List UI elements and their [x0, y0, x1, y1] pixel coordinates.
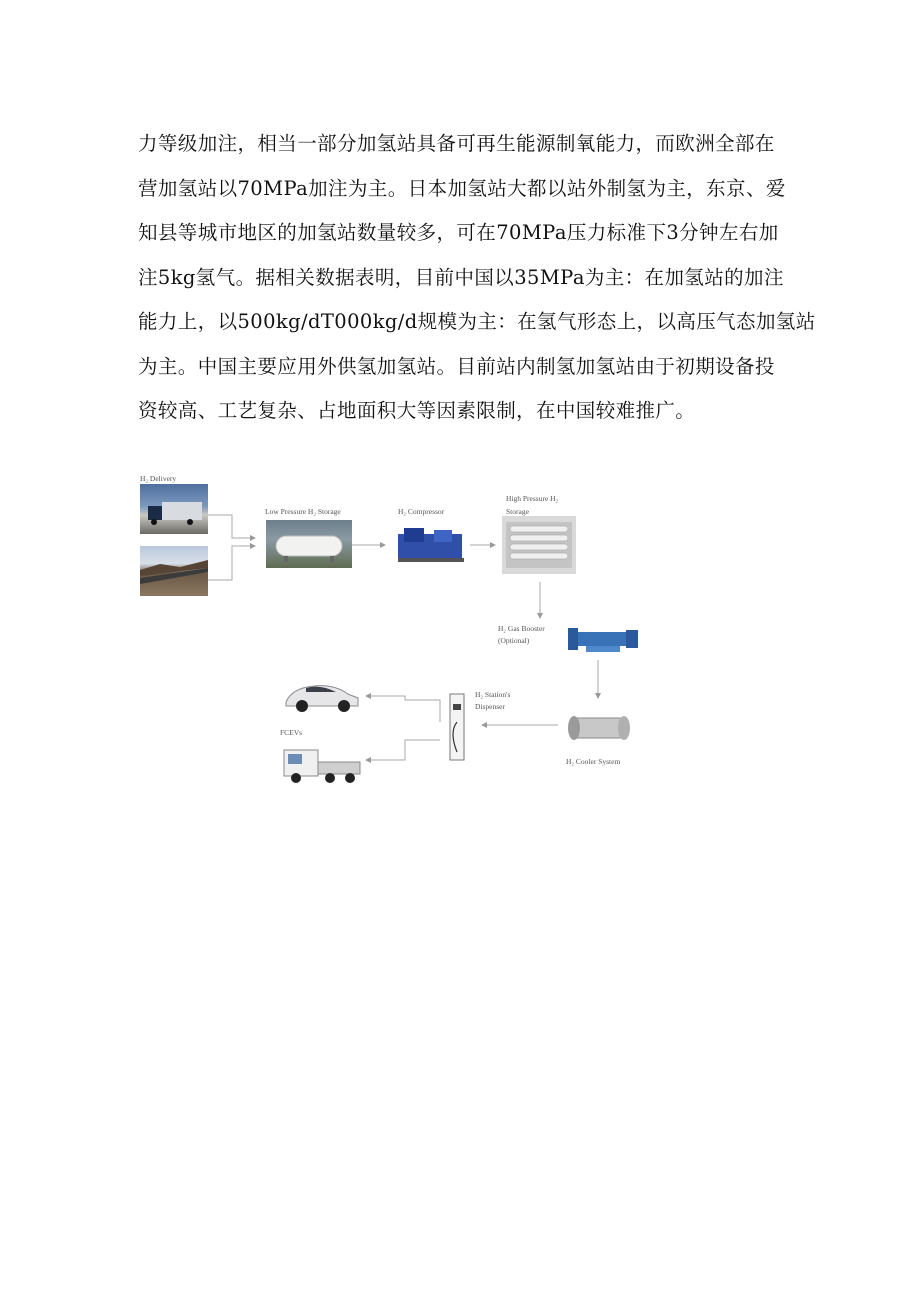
- paragraph-line-3: 知县等城市地区的加氢站数量较多，可在70MPa压力标准下3分钟左右加: [138, 221, 779, 244]
- compressor-photo: [394, 522, 468, 566]
- high-pressure-storage-photo: [502, 516, 576, 574]
- hydrogen-station-flow-diagram: [130, 460, 660, 800]
- high-pressure-storage-label-1: High Pressure H₂: [506, 494, 559, 503]
- low-pressure-tank-photo: [266, 520, 352, 568]
- paragraph-line-2: 营加氢站以70MPa加注为主。日本加氢站大都以站外制氢为主，东京、爱: [138, 176, 786, 200]
- paragraph-line-7: 资较高、工艺复杂、占地面积大等因素限制，在中国较难推广。: [138, 399, 696, 422]
- paragraph-line-1: 力等级加注，相当一部分加氢站具备可再生能源制氧能力，而欧洲全部在: [138, 132, 775, 155]
- gas-booster-label-2: (Optional): [498, 636, 530, 645]
- paragraph-line-6: 为主。中国主要应用外供氢加氢站。目前站内制氢加氢站由于初期设备投: [138, 354, 775, 378]
- paragraph-line-5: 能力上，以500kg∕dT000kg∕d规模为主：在氢气形态上，以高压气态加氢站: [138, 310, 816, 333]
- dispenser-photo: [446, 692, 468, 764]
- paragraph-line-4: 注5kg氢气。据相关数据表明，目前中国以35MPa为主：在加氢站的加注: [138, 265, 784, 289]
- pipeline-photo: [140, 546, 208, 596]
- low-pressure-storage-label: Low Pressure H₂ Storage: [265, 507, 341, 516]
- compressor-label: H₂ Compressor: [398, 507, 445, 516]
- fcev-label: FCEVs: [280, 728, 303, 737]
- high-pressure-storage-label-2: Storage: [506, 507, 529, 516]
- cooler-system-photo: [562, 708, 636, 748]
- delivery-truck-photo: [140, 484, 208, 534]
- cooler-system-label: H₂ Cooler System: [566, 757, 621, 766]
- body-paragraph: [138, 122, 816, 434]
- fcev-car-photo: [280, 676, 364, 716]
- dispenser-label-2: Dispenser: [475, 702, 505, 711]
- dispenser-label-1: H₂ Station's: [475, 690, 511, 699]
- fcev-truck-photo: [280, 742, 364, 786]
- gas-booster-label-1: H₂ Gas Booster: [498, 624, 545, 633]
- gas-booster-photo: [566, 622, 642, 658]
- delivery-label: H₂ Delivery: [140, 474, 177, 483]
